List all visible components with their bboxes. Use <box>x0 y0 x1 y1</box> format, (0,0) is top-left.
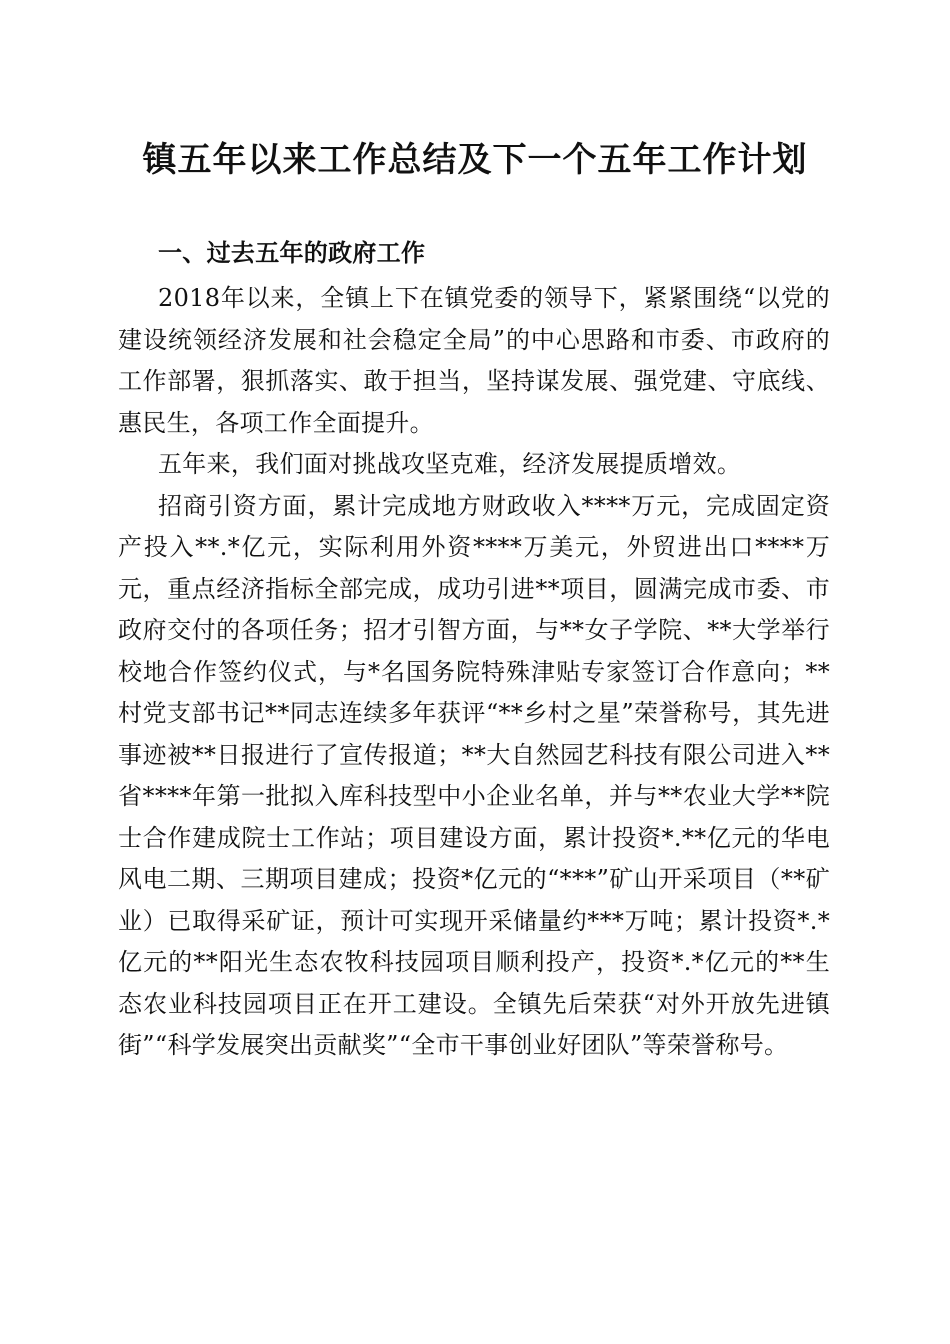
document-title: 镇五年以来工作总结及下一个五年工作计划 <box>142 140 808 180</box>
paragraph-intro: 2018年以来，全镇上下在镇党委的领导下，紧紧围绕“以党的建设统领经济发展和社会稳定全局”的中心思路和市委、市政府的工作部署，狠抓落实、敢于担当，坚持谋发展、强党建、守底线、惠民生，各项工作全面提升。 <box>118 284 830 437</box>
paragraph-details: 招商引资方面，累计完成地方财政收入****万元，完成固定资产投入**.*亿元，实际利用外资****万美元，外贸进出口****万元，重点经济指标全部完成，成功引进**项目，圆满完成市委、市政府交付的各项任务；招才引智方面，与**女子学院、**大学举行校地合作签约仪式，与*名国务院特殊津贴专家签订合作意向；**村党支部书记**同志连续多年获评“**乡村之星”荣誉称号，其先进事迹被**日报进行了宣传报道；**大自然园艺科技有限公司进入**省****年第一批拟入库科技型中小企业名单，并与**农业大学**院士合作建成院士工作站；项目建设方面，累计投资*.**亿元的华电风电二期、三期项目建成；投资*亿元的“***”矿山开采项目（**矿业）已取得采矿证，预计可实现开采储量约***万吨；累计投资*.*亿元的**阳光生态农牧科技园项目顺利投产，投资*.*亿元的**生态农业科技园项目正在开工建设。全镇先后荣获“对外开放先进镇街”“科学发展突出贡献奖”“全市干事创业好团队”等荣誉称号。 <box>118 491 830 1059</box>
document-body <box>118 228 830 1067</box>
paragraph-summary: 五年来，我们面对挑战攻坚克难，经济发展提质增效。 <box>158 450 742 478</box>
section-heading: 一、过去五年的政府工作 <box>158 238 426 267</box>
